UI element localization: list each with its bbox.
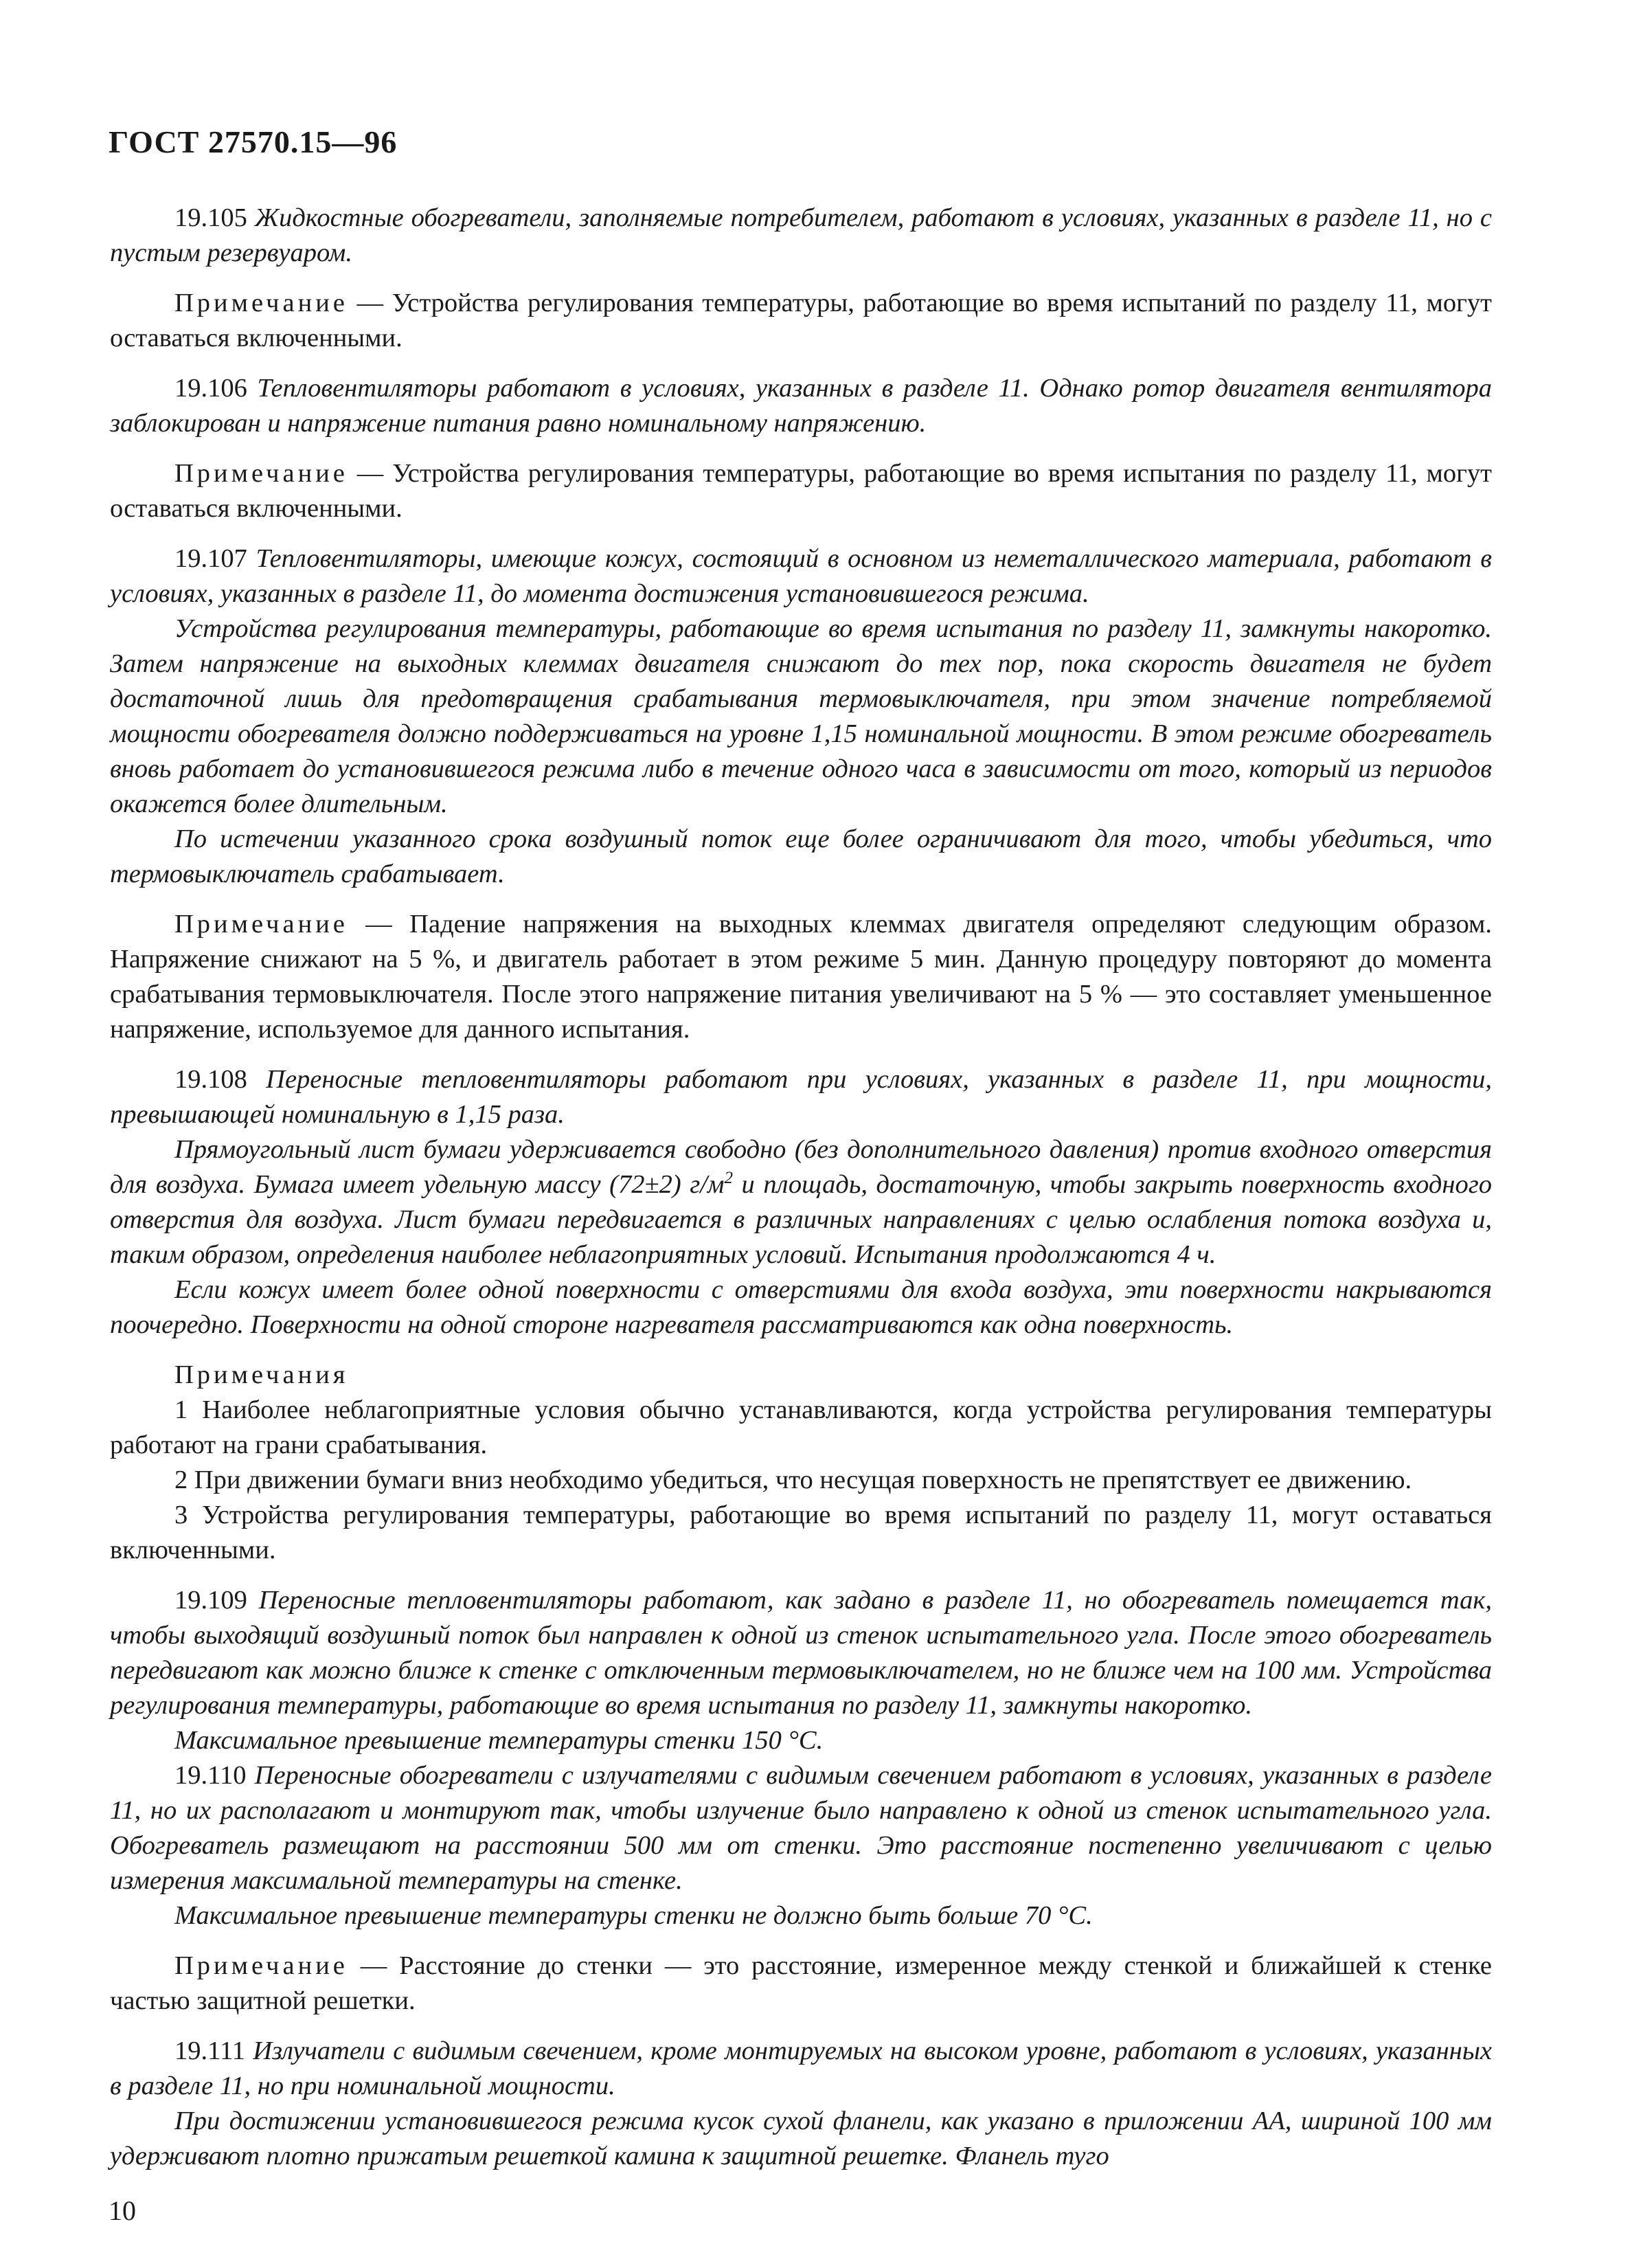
note-label: Примечание (174, 1951, 348, 1980)
note-text: — Устройства регулирования температуры, работающие во время испытаний по разделу 11, могут оставаться включенными. (110, 289, 1492, 352)
clause-text: Прямоугольный лист бумаги удерживается свободно (без дополнительного давления) против входного отверстия для воздуха. Бумага имеет удельную массу (72±2) г/м (110, 1135, 1492, 1199)
note-label: Примечание (174, 459, 348, 488)
clause-19-108 (110, 1062, 1492, 1132)
clause-paragraph: При достижении установившегося режима кусок сухой фланели, как указано в приложении АА, шириной 100 мм удерживают плотно прижатым решеткой камина к защитной решетке. Фланель туго (110, 2107, 1492, 2170)
note-item: 1 Наиболее неблагоприятные условия обычно устанавливаются, когда устройства регулирования температуры работают на грани срабатывания. (110, 1395, 1492, 1459)
clause-text: Излучатели с видимым свечением, кроме монтируемых на высоком уровне, работают в условиях, указанных в разделе 11, но при номинальной мощности. (110, 2036, 1492, 2100)
clause-text: Тепловентиляторы работают в условиях, указанных в разделе 11. Однако ротор двигателя вентилятора заблокирован и напряжение питания равно номинальному напряжению. (110, 374, 1493, 438)
page-number: 10 (109, 2195, 136, 2226)
note (110, 456, 1492, 526)
clause-19-109 (110, 1583, 1492, 1723)
clause-text: Тепловентиляторы, имеющие кожух, состоящий в основном из неметаллического материала, работают в условиях, указанных в разделе 11, до момента достижения установившегося режима. (110, 544, 1492, 608)
note-text: — Падение напряжения на выходных клеммах двигателя определяют следующим образом. Напряжение снижают на 5 %, и двигатель работает в этом режиме 5 мин. Данную процедуру повторяют до момента срабатывания термовыключателя. После этого напряжение питания увеличивают на 5 % — это составляет уменьшенное напряжение, используемое для данного испытания. (110, 910, 1492, 1044)
note-label: Примечание (174, 910, 348, 939)
clause-text: Жидкостные обогреватели, заполняемые потребителем, работают в условиях, указанных в разделе 11, но с пустым резервуаром. (110, 203, 1492, 267)
note (110, 286, 1492, 356)
clause-number: 19.111 (174, 2036, 246, 2065)
clause-number: 19.109 (174, 1586, 247, 1615)
clause-19-106 (110, 371, 1492, 441)
clause-paragraph: Максимальное превышение температуры стенки не должно быть больше 70 °С. (174, 1901, 1093, 1930)
clause-paragraph: Максимальное превышение температуры стенки 150 °С. (174, 1726, 824, 1755)
document-body (110, 201, 1492, 2174)
notes-heading (110, 1358, 1492, 1393)
clause-text: Переносные тепловентиляторы работают, как задано в разделе 11, но обогреватель помещается так, чтобы выходящий воздушный поток был направлен к одной из стенок испытательного угла. После этого обогреватель передвигают как можно ближе к стенке с отключенным термовыключателем, но не ближе чем на 100 мм. Устройства регулирования температуры, работающие во время испытания по разделу 11, замкнуты накоротко. (110, 1586, 1493, 1720)
note (110, 1949, 1492, 2019)
clause-19-111 (110, 2034, 1492, 2104)
clause-paragraph: Устройства регулирования температуры, работающие во время испытания по разделу 11, замкнуты накоротко. Затем напряжение на выходных клеммах двигателя снижают до тех пор, пока скорость двигателя не будет достаточной лишь для предотвращения срабатывания термовыключателя, при этом значение потребляемой мощности обогревателя должно поддерживаться на уровне 1,15 номинальной мощности. В этом режиме обогреватель вновь работает до установившегося режима либо в течение одного часа в зависимости от того, который из периодов окажется более длительным. (110, 614, 1492, 818)
note-text: — Расстояние до стенки — это расстояние, измеренное между стенкой и ближайшей к стенке частью защитной решетки. (110, 1951, 1492, 2015)
clause-text: и площадь, достаточную, чтобы закрыть поверхность входного отверстия для воздуха. Лист бумаги передвигается в различных направлениях с целью ослабления потока воздуха и, таким образом, определения наиболее неблагоприятных условий. Испытания продолжаются 4 ч. (110, 1170, 1492, 1269)
clause-paragraph: По истечении указанного срока воздушный поток еще более ограничивают для того, чтобы убедиться, что термовыключатель срабатывает. (110, 824, 1492, 888)
clause-paragraph (110, 1132, 1492, 1272)
clause-number: 19.107 (174, 544, 247, 573)
note-item: 2 При движении бумаги вниз необходимо убедиться, что несущая поверхность не препятствует ее движению. (174, 1466, 1412, 1494)
clause-19-110 (110, 1758, 1492, 1898)
clause-number: 19.108 (174, 1065, 247, 1094)
clause-paragraph: Если кожух имеет более одной поверхности с отверстиями для входа воздуха, эти поверхности накрываются поочередно. Поверхности на одной стороне нагревателя рассматриваются как одна поверхность. (110, 1275, 1492, 1339)
document-header: ГОСТ 27570.15—96 (109, 124, 398, 159)
superscript: 2 (724, 1169, 733, 1188)
clause-19-105 (110, 201, 1492, 271)
note-label: Примечание (174, 289, 348, 317)
note (110, 907, 1492, 1047)
clause-text: Переносные обогреватели с излучателями с видимым свечением работают в условиях, указанных в разделе 11, но их располагают и монтируют так, чтобы излучение было направлено к одной из стенок испытательного угла. Обогреватель размещают на расстоянии 500 мм от стенки. Это расстояние постепенно увеличивают с целью измерения максимальной температуры на стенке. (110, 1761, 1493, 1895)
note-item: 3 Устройства регулирования температуры, работающие во время испытаний по разделу 11, могут оставаться включенными. (110, 1501, 1492, 1564)
clause-number: 19.105 (174, 203, 247, 232)
note-text: — Устройства регулирования температуры, работающие во время испытания по разделу 11, могут оставаться включенными. (110, 459, 1492, 523)
clause-text: Переносные тепловентиляторы работают при условиях, указанных в разделе 11, при мощности, превышающей номинальную в 1,15 раза. (110, 1065, 1493, 1129)
note-label: Примечания (174, 1360, 349, 1389)
clause-number: 19.110 (174, 1761, 247, 1790)
clause-number: 19.106 (174, 374, 247, 403)
clause-19-107 (110, 541, 1492, 611)
